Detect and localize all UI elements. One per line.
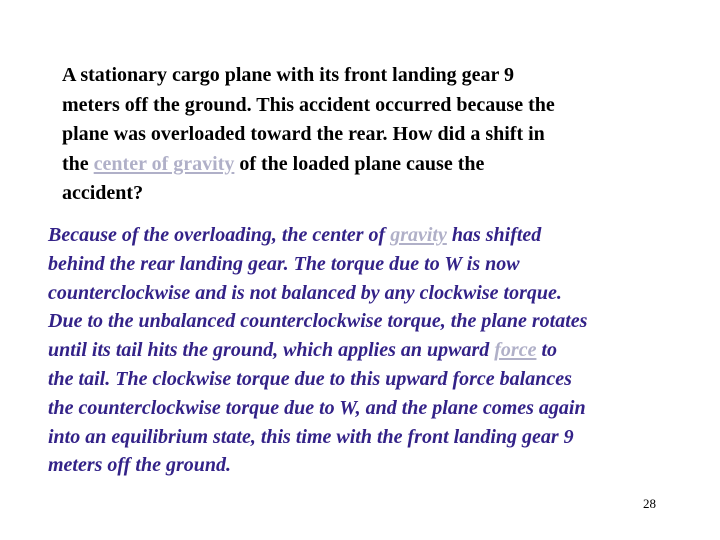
answer-text-fragment: has shifted <box>446 224 542 246</box>
question-line: plane was overloaded toward the rear. How did a shift in <box>62 123 545 145</box>
force-link[interactable]: force <box>494 339 537 362</box>
center-of-gravity-link[interactable]: center of gravity <box>93 152 235 175</box>
answer-line <box>48 336 708 365</box>
question-line: meters off the ground. This accident occurred because the <box>62 93 555 116</box>
question-text-fragment: the <box>62 152 94 175</box>
answer-text-fragment: to <box>536 339 558 362</box>
gravity-link[interactable]: gravity <box>390 224 447 246</box>
answer-line <box>48 221 708 250</box>
answer-line: counterclockwise and is not balanced by any clockwise torque. <box>48 281 562 304</box>
answer-line: the tail. The clockwise torque due to this upward force balances <box>48 367 572 390</box>
answer-line: Due to the unbalanced counterclockwise torque, the plane rotates <box>48 310 588 333</box>
answer-line: meters off the ground. <box>48 454 231 477</box>
answer-line: the counterclockwise torque due to W, and the plane comes again <box>48 396 586 419</box>
question-text <box>62 61 672 209</box>
question-line: A stationary cargo plane with its front landing gear 9 <box>62 64 515 86</box>
answer-line: behind the rear landing gear. The torque due to W is now <box>48 252 520 275</box>
answer-line: into an equilibrium state, this time with the front landing gear 9 <box>48 425 574 448</box>
question-line <box>62 150 672 180</box>
answer-text-fragment: until its tail hits the ground, which applies an upward <box>48 339 495 362</box>
page-number: 28 <box>643 496 656 511</box>
question-line: accident? <box>62 182 144 204</box>
question-text-fragment: of the loaded plane cause the <box>234 152 485 175</box>
answer-text-fragment: Because of the overloading, the center of <box>48 224 391 246</box>
answer-text <box>48 221 708 480</box>
